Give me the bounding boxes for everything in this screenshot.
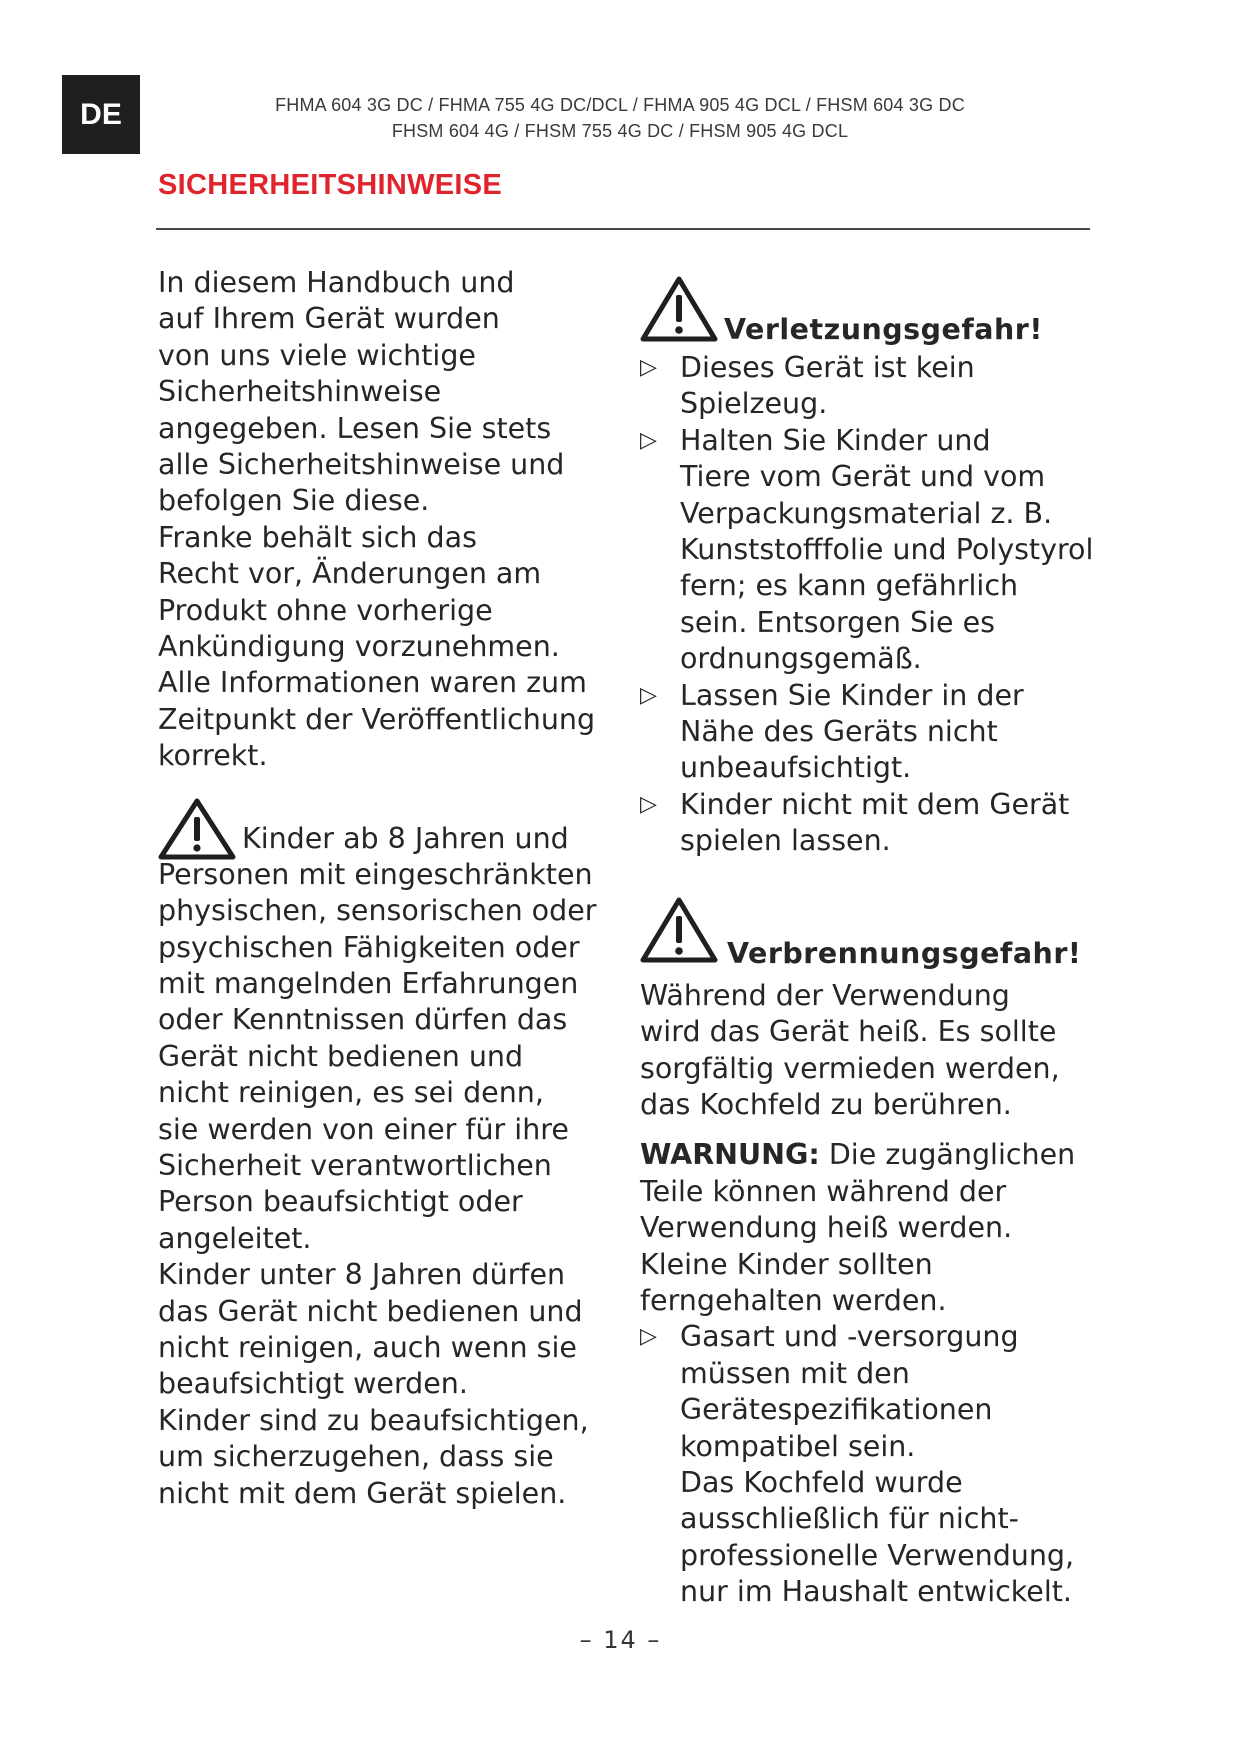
text-line: das Kochfeld zu berühren.: [640, 1087, 1012, 1121]
bullet-arrow-icon: ▷: [640, 427, 657, 453]
text-line: Kunststofffolie und Polystyrol: [680, 533, 1094, 567]
text-line: ordnungsgemäß.: [680, 642, 922, 676]
bullet-arrow-icon: ▷: [640, 682, 657, 708]
text-line: alle Sicherheitshinweise und: [158, 448, 565, 482]
text-line: In diesem Handbuch und: [158, 266, 515, 299]
text-line: Sicherheitshinweise: [158, 375, 442, 409]
language-badge: DE: [62, 75, 140, 154]
list-item: [640, 678, 1110, 787]
text-line: ferngehalten werden.: [640, 1283, 947, 1317]
text-line: angeleitet.: [158, 1221, 312, 1255]
burn-paragraph: [640, 978, 1110, 1124]
text-line: Produkt ohne vorherige: [158, 593, 493, 627]
model-line-1: FHMA 604 3G DC / FHMA 755 4G DC/DCL / FHMA 905 4G DCL / FHSM 604 3G DC: [275, 95, 965, 115]
text-line: beaufsichtigt werden.: [158, 1367, 468, 1401]
text-line: psychischen Fähigkeiten oder: [158, 930, 580, 964]
text-line: fern; es kann gefährlich: [680, 569, 1019, 603]
text-line: physischen, sensorischen oder: [158, 894, 597, 928]
text-line: Halten Sie Kinder und: [680, 423, 991, 457]
bullet-arrow-icon: ▷: [640, 355, 657, 380]
text-line: ausschließlich für nicht-: [680, 1502, 1019, 1536]
list-item: [640, 1319, 1110, 1610]
text-line: nur im Haushalt entwickelt.: [680, 1575, 1072, 1609]
text-line: Kinder unter 8 Jahren dürfen: [158, 1258, 566, 1292]
children-first-line: Kinder ab 8 Jahren und: [242, 821, 569, 855]
divider: [156, 228, 1090, 230]
warning-icon: [158, 797, 236, 861]
text-line: Recht vor, Änderungen am: [158, 557, 542, 591]
text-line: Tiere vom Gerät und vom: [680, 460, 1046, 494]
text-line: nicht mit dem Gerät spielen.: [158, 1476, 567, 1510]
text-line: Während der Verwendung: [640, 978, 1010, 1012]
text-line: auf Ihrem Gerät wurden: [158, 302, 500, 336]
bullet-arrow-icon: ▷: [640, 1324, 657, 1350]
model-line-2: FHSM 604 4G / FHSM 755 4G DC / FHSM 905 4G DCL: [391, 121, 849, 141]
list-item: [640, 423, 1110, 678]
text-line: von uns viele wichtige: [158, 338, 476, 372]
right-column: [640, 265, 1110, 1611]
text-line: Lassen Sie Kinder in der: [680, 678, 1024, 712]
text-line: sein. Entsorgen Sie es: [680, 605, 995, 639]
burn-heading: Verbrennungsgefahr!: [727, 936, 1082, 970]
text-line: Kinder sind zu beaufsichtigen,: [158, 1403, 589, 1437]
text-line: Kinder nicht mit dem Gerät: [680, 787, 1070, 821]
text-line: Alle Informationen waren zum: [158, 666, 587, 700]
model-list: [140, 92, 1100, 144]
text-line: Spielzeug.: [680, 387, 828, 421]
text-line: Gerät nicht bedienen und: [158, 1039, 524, 1073]
text-line: professionelle Verwendung,: [680, 1538, 1075, 1572]
text-line: angegeben. Lesen Sie stets: [158, 411, 552, 445]
warning-paragraph: [640, 1137, 1110, 1319]
text-line: Sicherheit verantwortlichen: [158, 1148, 552, 1182]
text-line: Verwendung heiß werden.: [640, 1211, 1013, 1245]
text-line: Ankündigung vorzunehmen.: [158, 630, 560, 664]
text-fragment: Die zugänglichen: [819, 1138, 1076, 1172]
text-line: müssen mit den: [680, 1356, 910, 1390]
injury-heading: Verletzungsgefahr!: [724, 313, 1043, 346]
injury-heading-row: [640, 265, 1110, 350]
text-line: sie werden von einer für ihre: [158, 1112, 569, 1146]
text-line: nicht reinigen, es sei denn,: [158, 1076, 544, 1110]
text-line: oder Kenntnissen dürfen das: [158, 1003, 568, 1037]
text-line: Teile können während der: [640, 1174, 1007, 1208]
text-line: wird das Gerät heiß. Es sollte: [640, 1015, 1057, 1049]
text-line: um sicherzugehen, dass sie: [158, 1440, 554, 1474]
text-line: Gasart und -versorgung: [680, 1320, 1019, 1354]
text-line: Dieses Gerät ist kein: [680, 351, 975, 384]
page-number: – 14 –: [579, 1626, 662, 1654]
text-line: Franke behält sich das: [158, 520, 477, 554]
text-line: kompatibel sein.: [680, 1429, 916, 1463]
text-line: korrekt.: [158, 739, 268, 773]
text-line: das Gerät nicht bedienen und: [158, 1294, 583, 1328]
text-line: befolgen Sie diese.: [158, 484, 430, 518]
bullet-arrow-icon: ▷: [640, 791, 657, 817]
text-line: Zeitpunkt der Veröffentlichung: [158, 702, 596, 736]
text-line: Nähe des Geräts nicht: [680, 715, 998, 749]
warning-icon: [640, 896, 718, 964]
intro-paragraph: [158, 265, 608, 775]
children-warning: [158, 797, 608, 1512]
text-line: mit mangelnden Erfahrungen: [158, 966, 579, 1000]
text-line: Das Kochfeld wurde: [680, 1465, 963, 1499]
warning-label: WARNUNG:: [640, 1138, 820, 1172]
left-column: [158, 265, 608, 1512]
section-title: SICHERHEITSHINWEISE: [158, 169, 503, 201]
text-line: sorgfältig vermieden werden,: [640, 1051, 1060, 1085]
list-item: [640, 350, 1110, 423]
burn-heading-row: [640, 860, 1110, 978]
warning-first-line: [640, 1137, 1110, 1173]
text-line: Person beaufsichtigt oder: [158, 1185, 523, 1219]
text-line: Personen mit eingeschränkten: [158, 857, 593, 891]
text-line: spielen lassen.: [680, 824, 891, 858]
text-line: Gerätespezifikationen: [680, 1393, 993, 1427]
text-line: unbeaufsichtigt.: [680, 751, 912, 785]
text-line: nicht reinigen, auch wenn sie: [158, 1330, 577, 1364]
text-line: Verpackungsmaterial z. B.: [680, 496, 1053, 530]
text-line: Kleine Kinder sollten: [640, 1247, 933, 1281]
warning-icon: [640, 275, 718, 343]
list-item: [640, 787, 1110, 860]
